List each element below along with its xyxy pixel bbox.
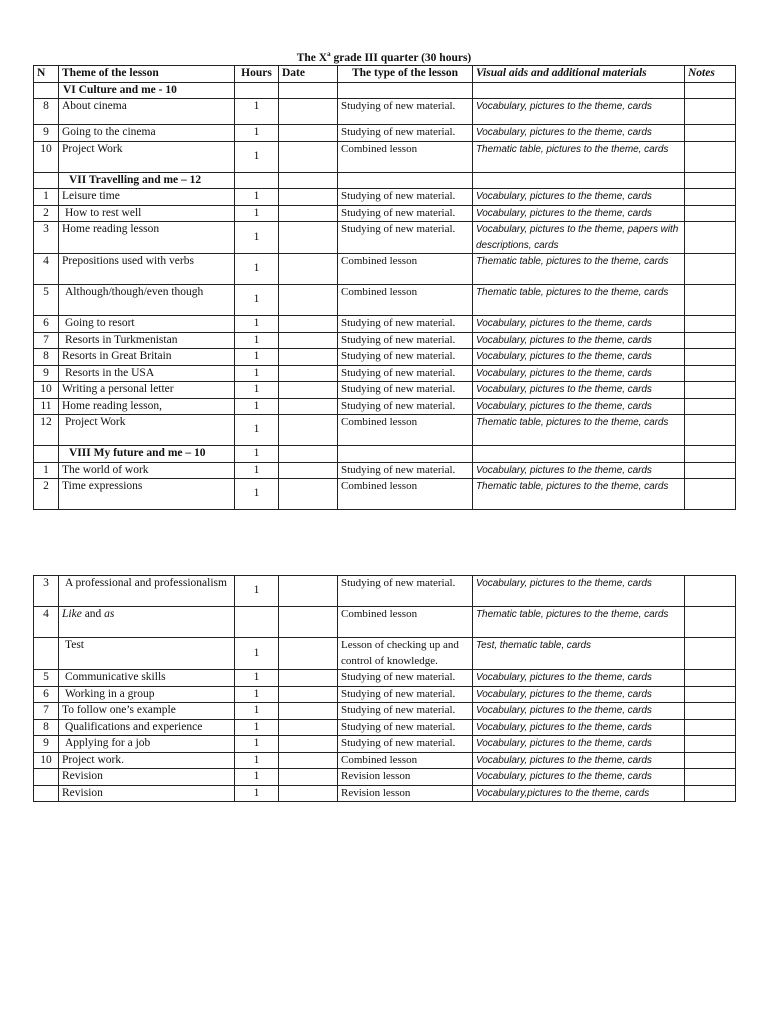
row-date — [279, 576, 338, 607]
row-number — [34, 785, 59, 802]
row-date — [279, 349, 338, 366]
row-visual-aids: Vocabulary, pictures to the theme, cards — [473, 769, 685, 786]
row-number — [34, 769, 59, 786]
row-hours: 1 — [235, 365, 279, 382]
header-notes: Notes — [685, 66, 736, 83]
table-row — [34, 576, 736, 607]
row-theme: Leisure time — [59, 189, 235, 206]
table-row — [34, 638, 736, 670]
row-type: Studying of new material. — [338, 576, 473, 607]
row-date — [279, 415, 338, 446]
row-number: 1 — [34, 189, 59, 206]
row-number: 9 — [34, 736, 59, 753]
table-row — [34, 686, 736, 703]
row-notes — [685, 686, 736, 703]
row-visual-aids: Vocabulary, pictures to the theme, cards — [473, 365, 685, 382]
table-row — [34, 607, 736, 638]
row-number: 7 — [34, 703, 59, 720]
title-text-end: grade III quarter (30 hours) — [330, 52, 472, 64]
table-row — [34, 254, 736, 285]
row-visual-aids: Vocabulary, pictures to the theme, cards — [473, 349, 685, 366]
row-hours: 1 — [235, 398, 279, 415]
row-visual-aids: Vocabulary, pictures to the theme, cards — [473, 670, 685, 687]
row-visual-aids: Vocabulary, pictures to the theme, papers with descriptions, cards — [473, 222, 685, 254]
row-theme: The world of work — [59, 462, 235, 479]
row-notes — [685, 125, 736, 142]
row-notes — [685, 479, 736, 510]
row-visual-aids: Vocabulary, pictures to the theme, cards — [473, 719, 685, 736]
row-visual-aids: Vocabulary, pictures to the theme, cards — [473, 316, 685, 333]
row-visual-aids: Vocabulary, pictures to the theme, cards — [473, 189, 685, 206]
row-type: Combined lesson — [338, 415, 473, 446]
row-visual-aids: Test, thematic table, cards — [473, 638, 685, 670]
row-theme: Working in a group — [59, 686, 235, 703]
row-theme: Qualifications and experience — [59, 719, 235, 736]
row-theme: Going to the cinema — [59, 125, 235, 142]
row-number: 3 — [34, 576, 59, 607]
row-notes — [685, 382, 736, 399]
row-type: Studying of new material. — [338, 365, 473, 382]
row-theme: How to rest well — [59, 205, 235, 222]
row-notes — [685, 141, 736, 172]
row-date — [279, 670, 338, 687]
row-hours: 1 — [235, 415, 279, 446]
row-hours: 1 — [235, 479, 279, 510]
table-row — [34, 719, 736, 736]
row-number — [34, 638, 59, 670]
row-type: Studying of new material. — [338, 99, 473, 125]
table-row — [34, 99, 736, 125]
row-hours: 1 — [235, 205, 279, 222]
row-date — [279, 752, 338, 769]
row-notes — [685, 332, 736, 349]
row-date — [279, 719, 338, 736]
table-row — [34, 398, 736, 415]
row-notes — [685, 703, 736, 720]
row-theme: Resorts in the USA — [59, 365, 235, 382]
row-number: 4 — [34, 607, 59, 638]
row-hours: 1 — [235, 462, 279, 479]
table-row — [34, 752, 736, 769]
row-notes — [685, 415, 736, 446]
section-culture: VI Culture and me - 10 — [59, 82, 235, 99]
table-row — [34, 415, 736, 446]
row-date — [279, 607, 338, 638]
table-row — [34, 285, 736, 316]
row-number: 1 — [34, 462, 59, 479]
row-number: 9 — [34, 365, 59, 382]
theme-as: as — [104, 608, 115, 620]
row-visual-aids: Thematic table, pictures to the theme, cards — [473, 285, 685, 316]
table-row — [34, 141, 736, 172]
row-hours: 1 — [235, 332, 279, 349]
table-row — [34, 462, 736, 479]
row-visual-aids: Vocabulary, pictures to the theme, cards — [473, 205, 685, 222]
row-theme: Home reading lesson — [59, 222, 235, 254]
row-type: Studying of new material. — [338, 736, 473, 753]
row-number: 5 — [34, 670, 59, 687]
row-date — [279, 316, 338, 333]
row-hours: 1 — [235, 125, 279, 142]
row-theme: Although/though/even though — [59, 285, 235, 316]
row-visual-aids: Thematic table, pictures to the theme, cards — [473, 607, 685, 638]
table-row — [34, 703, 736, 720]
row-date — [279, 285, 338, 316]
row-visual-aids: Vocabulary, pictures to the theme, cards — [473, 398, 685, 415]
row-number: 5 — [34, 285, 59, 316]
row-type: Combined lesson — [338, 141, 473, 172]
row-notes — [685, 576, 736, 607]
row-type: Studying of new material. — [338, 332, 473, 349]
row-hours: 1 — [235, 736, 279, 753]
row-date — [279, 189, 338, 206]
row-theme: Home reading lesson, — [59, 398, 235, 415]
row-type: Studying of new material. — [338, 462, 473, 479]
row-notes — [685, 189, 736, 206]
row-type: Combined lesson — [338, 254, 473, 285]
row-visual-aids: Thematic table, pictures to the theme, cards — [473, 254, 685, 285]
row-type: Studying of new material. — [338, 398, 473, 415]
table-row — [34, 125, 736, 142]
table-row — [34, 769, 736, 786]
row-type: Studying of new material. — [338, 316, 473, 333]
row-visual-aids: Vocabulary, pictures to the theme, cards — [473, 332, 685, 349]
row-hours: 1 — [235, 703, 279, 720]
row-number: 10 — [34, 752, 59, 769]
row-theme: Applying for a job — [59, 736, 235, 753]
row-notes — [685, 752, 736, 769]
lesson-plan-table — [33, 65, 736, 510]
table-row — [34, 316, 736, 333]
row-hours: 1 — [235, 189, 279, 206]
row-notes — [685, 99, 736, 125]
table-row — [34, 349, 736, 366]
row-date — [279, 332, 338, 349]
row-number: 12 — [34, 415, 59, 446]
row-type: Studying of new material. — [338, 189, 473, 206]
row-theme: Project Work — [59, 141, 235, 172]
row-date — [279, 254, 338, 285]
row-hours: 1 — [235, 316, 279, 333]
row-number: 4 — [34, 254, 59, 285]
table-row — [34, 189, 736, 206]
row-notes — [685, 670, 736, 687]
row-notes — [685, 365, 736, 382]
row-visual-aids: Vocabulary, pictures to the theme, cards — [473, 686, 685, 703]
row-number: 10 — [34, 141, 59, 172]
row-date — [279, 686, 338, 703]
row-visual-aids: Thematic table, pictures to the theme, cards — [473, 479, 685, 510]
row-date — [279, 785, 338, 802]
row-theme: About cinema — [59, 99, 235, 125]
row-notes — [685, 736, 736, 753]
row-notes — [685, 462, 736, 479]
header-theme: Theme of the lesson — [59, 66, 235, 83]
header-hours: Hours — [235, 66, 279, 83]
row-visual-aids: Vocabulary, pictures to the theme, cards — [473, 125, 685, 142]
row-notes — [685, 607, 736, 638]
row-hours: 1 — [235, 576, 279, 607]
row-hours: 1 — [235, 752, 279, 769]
table-row — [34, 736, 736, 753]
row-date — [279, 769, 338, 786]
section-travelling: VII Travelling and me – 12 — [59, 172, 235, 189]
row-number: 8 — [34, 99, 59, 125]
row-visual-aids: Vocabulary, pictures to the theme, cards — [473, 462, 685, 479]
row-theme: Revision — [59, 785, 235, 802]
row-hours: 1 — [235, 349, 279, 366]
row-date — [279, 462, 338, 479]
row-hours — [235, 607, 279, 638]
row-date — [279, 205, 338, 222]
row-type: Studying of new material. — [338, 125, 473, 142]
row-visual-aids: Vocabulary, pictures to the theme, cards — [473, 382, 685, 399]
row-hours: 1 — [235, 254, 279, 285]
row-type: Studying of new material. — [338, 349, 473, 366]
table-row — [34, 365, 736, 382]
row-visual-aids: Vocabulary, pictures to the theme, cards — [473, 576, 685, 607]
row-notes — [685, 316, 736, 333]
title-text-start: The X — [296, 52, 328, 64]
row-date — [279, 736, 338, 753]
row-notes — [685, 254, 736, 285]
table-row — [34, 205, 736, 222]
row-theme: Test — [59, 638, 235, 670]
row-visual-aids: Vocabulary, pictures to the theme, cards — [473, 99, 685, 125]
row-visual-aids: Thematic table, pictures to the theme, cards — [473, 141, 685, 172]
row-type: Studying of new material. — [338, 205, 473, 222]
header-n: N — [34, 66, 59, 83]
row-hours: 1 — [235, 686, 279, 703]
row-type: Studying of new material. — [338, 719, 473, 736]
row-hours: 1 — [235, 382, 279, 399]
row-theme: Resorts in Great Britain — [59, 349, 235, 366]
row-number: 7 — [34, 332, 59, 349]
row-theme: Project work. — [59, 752, 235, 769]
row-type: Revision lesson — [338, 785, 473, 802]
table-row — [34, 670, 736, 687]
row-theme: A professional and professionalism — [59, 576, 235, 607]
row-type: Lesson of checking up and control of knowledge. — [338, 638, 473, 670]
row-notes — [685, 285, 736, 316]
row-date — [279, 382, 338, 399]
section-row — [34, 82, 736, 99]
row-hours: 1 — [235, 285, 279, 316]
theme-and: and — [81, 608, 105, 620]
row-notes — [685, 222, 736, 254]
row-number: 2 — [34, 205, 59, 222]
document-title — [0, 51, 768, 65]
row-theme: Going to resort — [59, 316, 235, 333]
row-hours: 1 — [235, 141, 279, 172]
row-date — [279, 99, 338, 125]
row-visual-aids: Vocabulary, pictures to the theme, cards — [473, 736, 685, 753]
row-hours: 1 — [235, 785, 279, 802]
row-type: Studying of new material. — [338, 670, 473, 687]
row-theme: Revision — [59, 769, 235, 786]
row-type: Combined lesson — [338, 479, 473, 510]
row-date — [279, 479, 338, 510]
row-type: Revision lesson — [338, 769, 473, 786]
row-notes — [685, 205, 736, 222]
row-notes — [685, 769, 736, 786]
section-future: VIII My future and me – 10 — [59, 446, 235, 463]
row-visual-aids: Vocabulary,pictures to the theme, cards — [473, 785, 685, 802]
row-notes — [685, 785, 736, 802]
row-hours: 1 — [235, 638, 279, 670]
theme-like: Like — [62, 608, 82, 620]
row-date — [279, 125, 338, 142]
header-date: Date — [279, 66, 338, 83]
lesson-plan-table-continued — [33, 575, 736, 802]
table-row — [34, 785, 736, 802]
section-hours: 1 — [235, 446, 279, 463]
header-type: The type of the lesson — [338, 66, 473, 83]
row-number: 9 — [34, 125, 59, 142]
row-date — [279, 398, 338, 415]
row-number: 6 — [34, 316, 59, 333]
row-hours: 1 — [235, 222, 279, 254]
row-number: 8 — [34, 719, 59, 736]
row-theme: Project Work — [59, 415, 235, 446]
header-row — [34, 66, 736, 83]
section-row — [34, 172, 736, 189]
row-number: 8 — [34, 349, 59, 366]
row-hours: 1 — [235, 719, 279, 736]
row-theme: To follow one’s example — [59, 703, 235, 720]
row-date — [279, 703, 338, 720]
section-row — [34, 446, 736, 463]
row-type: Studying of new material. — [338, 703, 473, 720]
row-number: 6 — [34, 686, 59, 703]
table-row — [34, 382, 736, 399]
row-notes — [685, 398, 736, 415]
table-row — [34, 332, 736, 349]
row-visual-aids: Thematic table, pictures to the theme, cards — [473, 415, 685, 446]
row-visual-aids: Vocabulary, pictures to the theme, cards — [473, 752, 685, 769]
row-type: Combined lesson — [338, 285, 473, 316]
row-visual-aids: Vocabulary, pictures to the theme, cards — [473, 703, 685, 720]
table-row — [34, 479, 736, 510]
row-notes — [685, 638, 736, 670]
header-visual-aids: Visual aids and additional materials — [473, 66, 685, 83]
row-hours: 1 — [235, 99, 279, 125]
row-date — [279, 638, 338, 670]
table-row — [34, 222, 736, 254]
row-notes — [685, 719, 736, 736]
row-hours: 1 — [235, 670, 279, 687]
row-theme — [59, 607, 235, 638]
row-type: Studying of new material. — [338, 382, 473, 399]
row-type: Combined lesson — [338, 752, 473, 769]
row-number: 10 — [34, 382, 59, 399]
row-number: 11 — [34, 398, 59, 415]
row-theme: Prepositions used with verbs — [59, 254, 235, 285]
row-type: Studying of new material. — [338, 222, 473, 254]
row-theme: Communicative skills — [59, 670, 235, 687]
title-superscript: a — [327, 50, 331, 59]
row-notes — [685, 349, 736, 366]
row-theme: Writing a personal letter — [59, 382, 235, 399]
row-type: Studying of new material. — [338, 686, 473, 703]
row-theme: Time expressions — [59, 479, 235, 510]
row-hours: 1 — [235, 769, 279, 786]
row-date — [279, 365, 338, 382]
row-number: 3 — [34, 222, 59, 254]
row-theme: Resorts in Turkmenistan — [59, 332, 235, 349]
row-number: 2 — [34, 479, 59, 510]
row-date — [279, 222, 338, 254]
row-type: Combined lesson — [338, 607, 473, 638]
row-date — [279, 141, 338, 172]
